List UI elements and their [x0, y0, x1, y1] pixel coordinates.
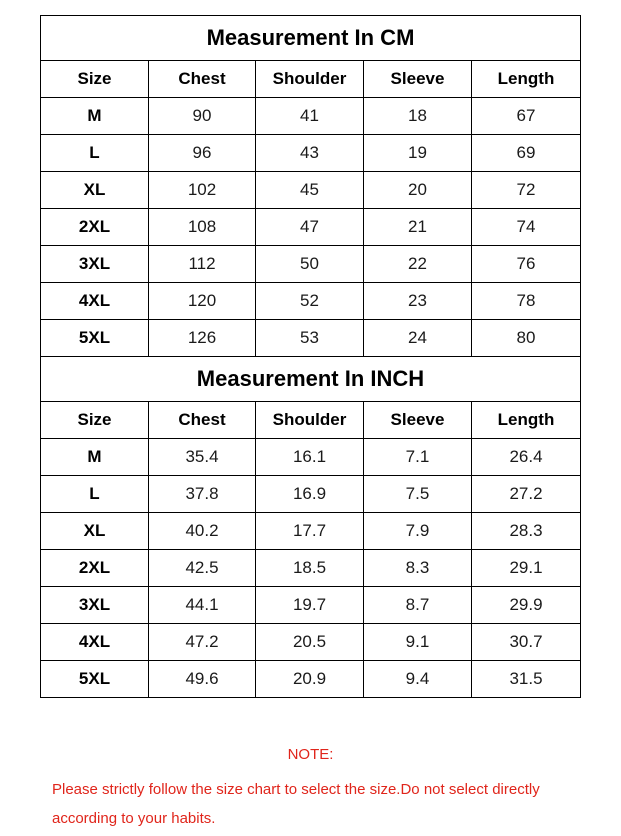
size-cell: 3XL [41, 587, 149, 624]
column-header: Sleeve [364, 61, 472, 98]
sleeve-cell: 9.4 [364, 661, 472, 698]
sleeve-cell: 7.1 [364, 439, 472, 476]
sleeve-cell: 20 [364, 172, 472, 209]
size-chart-body [41, 16, 581, 698]
shoulder-cell: 50 [256, 246, 364, 283]
sleeve-cell: 21 [364, 209, 472, 246]
chest-cell: 44.1 [149, 587, 256, 624]
length-cell: 76 [472, 246, 581, 283]
chest-cell: 108 [149, 209, 256, 246]
size-cell: 4XL [41, 624, 149, 661]
shoulder-cell: 18.5 [256, 550, 364, 587]
shoulder-cell: 41 [256, 98, 364, 135]
inch-title-row [41, 357, 581, 402]
column-header: Shoulder [256, 402, 364, 439]
shoulder-cell: 20.9 [256, 661, 364, 698]
size-cell: XL [41, 513, 149, 550]
note-label: NOTE: [287, 746, 334, 763]
size-chart-table [40, 15, 581, 698]
chest-cell: 120 [149, 283, 256, 320]
chest-cell: 112 [149, 246, 256, 283]
table-row [41, 98, 581, 135]
column-header: Sleeve [364, 402, 472, 439]
table-row [41, 624, 581, 661]
length-cell: 30.7 [472, 624, 581, 661]
shoulder-cell: 52 [256, 283, 364, 320]
length-cell: 67 [472, 98, 581, 135]
chest-cell: 49.6 [149, 661, 256, 698]
chest-cell: 42.5 [149, 550, 256, 587]
sleeve-cell: 24 [364, 320, 472, 357]
column-header: Size [41, 61, 149, 98]
sleeve-cell: 18 [364, 98, 472, 135]
table-row [41, 550, 581, 587]
table-row [41, 320, 581, 357]
length-cell: 29.1 [472, 550, 581, 587]
shoulder-cell: 47 [256, 209, 364, 246]
cm-title-row [41, 16, 581, 61]
table-row [41, 513, 581, 550]
table-row [41, 439, 581, 476]
table-row [41, 587, 581, 624]
column-header: Shoulder [256, 61, 364, 98]
size-cell: 5XL [41, 320, 149, 357]
table-row [41, 661, 581, 698]
length-cell: 26.4 [472, 439, 581, 476]
size-cell: 2XL [41, 550, 149, 587]
chest-cell: 126 [149, 320, 256, 357]
note-text: Please strictly follow the size chart to select the size.Do not select directly according to your habits. [52, 781, 540, 827]
cm-section-title: Measurement In CM [41, 16, 581, 61]
column-header: Length [472, 61, 581, 98]
size-cell: XL [41, 172, 149, 209]
column-header: Size [41, 402, 149, 439]
shoulder-cell: 17.7 [256, 513, 364, 550]
shoulder-cell: 16.1 [256, 439, 364, 476]
size-cell: 2XL [41, 209, 149, 246]
column-header: Chest [149, 61, 256, 98]
size-cell: L [41, 135, 149, 172]
sleeve-cell: 7.9 [364, 513, 472, 550]
length-cell: 31.5 [472, 661, 581, 698]
size-cell: M [41, 98, 149, 135]
size-cell: 5XL [41, 661, 149, 698]
shoulder-cell: 16.9 [256, 476, 364, 513]
sleeve-cell: 22 [364, 246, 472, 283]
length-cell: 80 [472, 320, 581, 357]
sleeve-cell: 7.5 [364, 476, 472, 513]
chest-cell: 40.2 [149, 513, 256, 550]
sleeve-cell: 8.7 [364, 587, 472, 624]
length-cell: 72 [472, 172, 581, 209]
chest-cell: 37.8 [149, 476, 256, 513]
table-row [41, 246, 581, 283]
table-row [41, 135, 581, 172]
shoulder-cell: 20.5 [256, 624, 364, 661]
length-cell: 78 [472, 283, 581, 320]
size-cell: M [41, 439, 149, 476]
length-cell: 74 [472, 209, 581, 246]
size-cell: L [41, 476, 149, 513]
shoulder-cell: 43 [256, 135, 364, 172]
chest-cell: 96 [149, 135, 256, 172]
sleeve-cell: 19 [364, 135, 472, 172]
chest-cell: 35.4 [149, 439, 256, 476]
length-cell: 27.2 [472, 476, 581, 513]
length-cell: 28.3 [472, 513, 581, 550]
table-row [41, 172, 581, 209]
cm-header-row [41, 61, 581, 98]
shoulder-cell: 45 [256, 172, 364, 209]
chest-cell: 47.2 [149, 624, 256, 661]
chest-cell: 90 [149, 98, 256, 135]
column-header: Length [472, 402, 581, 439]
size-cell: 3XL [41, 246, 149, 283]
table-row [41, 209, 581, 246]
size-cell: 4XL [41, 283, 149, 320]
chest-cell: 102 [149, 172, 256, 209]
table-row [41, 283, 581, 320]
shoulder-cell: 19.7 [256, 587, 364, 624]
sleeve-cell: 9.1 [364, 624, 472, 661]
shoulder-cell: 53 [256, 320, 364, 357]
inch-header-row [41, 402, 581, 439]
column-header: Chest [149, 402, 256, 439]
table-row [41, 476, 581, 513]
sleeve-cell: 8.3 [364, 550, 472, 587]
length-cell: 29.9 [472, 587, 581, 624]
sleeve-cell: 23 [364, 283, 472, 320]
length-cell: 69 [472, 135, 581, 172]
inch-section-title: Measurement In INCH [41, 357, 581, 402]
